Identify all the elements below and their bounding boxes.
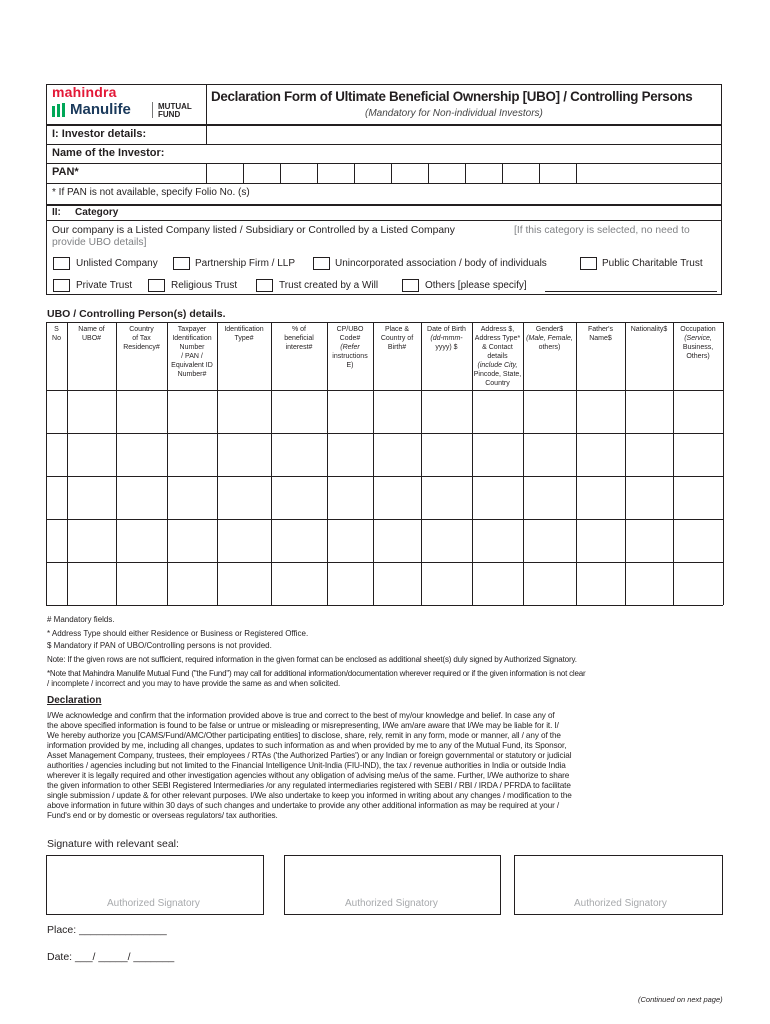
ubo-column-header-line: Number# (177, 371, 207, 378)
ubo-column-header-line: (Male, Female, (526, 335, 573, 342)
ubo-table-cell[interactable] (577, 520, 625, 562)
ubo-table-cell[interactable] (524, 434, 576, 476)
ubo-column-header-line: Address Type* (474, 335, 521, 342)
investor-name-field[interactable] (175, 145, 721, 163)
logo-mutual: MUTUAL (158, 102, 192, 111)
signature-box-2-label: Authorized Signatory (345, 898, 438, 909)
ubo-table-cell[interactable] (47, 434, 67, 476)
ubo-column-header-line: instructions E) (332, 353, 368, 369)
ubo-column-header (422, 325, 471, 352)
folio-field[interactable] (285, 184, 721, 204)
table-row-divider (46, 605, 723, 606)
ubo-column-header-line: (Service, (684, 335, 712, 342)
ubo-column-header-line: Gender$ (535, 326, 564, 333)
ubo-column-header-line: % of (291, 326, 306, 333)
row-divider (46, 220, 722, 221)
date-field[interactable]: Date: ___/ _____/ _______ (47, 951, 175, 963)
declaration-line: wherever it is legally required and other investigation agencies without any obligation of advising me/us of the same. Further, I/We authorize to share (47, 771, 570, 780)
logo-brand: mahindra (52, 84, 117, 100)
place-field[interactable]: Place: _______________ (47, 924, 167, 936)
ubo-column-header-line: Number (179, 344, 205, 351)
declaration-body (47, 711, 723, 821)
ubo-table-cell[interactable] (674, 391, 723, 433)
ubo-column-header-line: details (487, 353, 508, 360)
note-mandatory: # Mandatory fields. (47, 615, 115, 624)
manulife-logo-icon (52, 103, 68, 117)
ubo-column-header (68, 325, 115, 343)
ubo-table-cell[interactable] (47, 563, 67, 605)
ubo-table-cell[interactable] (524, 520, 576, 562)
ubo-table-title: UBO / Controlling Person(s) details. (47, 308, 226, 320)
declaration-line: We hereby authorize you [CAMS/Fund/AMC/Other participating entities] to disclose, share, rely, remit in any form, mode or manner, all / any of the (47, 731, 561, 740)
ubo-table-cell[interactable] (626, 520, 673, 562)
ubo-column-header-line: S (54, 326, 59, 333)
pan-box-divider (576, 163, 577, 183)
ubo-table-cell[interactable] (626, 391, 673, 433)
ubo-table-cell[interactable] (328, 563, 373, 605)
ubo-column-header-line: Country (485, 380, 510, 387)
ubo-column-header-line: Identification (224, 326, 264, 333)
ubo-table-cell[interactable] (168, 434, 217, 476)
ubo-column-header-line: Address $, (480, 326, 515, 333)
ubo-column-header-line: Place & (384, 326, 410, 333)
unlisted-company-checkbox[interactable] (53, 257, 70, 270)
ubo-table-cell[interactable] (374, 477, 421, 519)
ubo-table-cell[interactable] (524, 477, 576, 519)
ubo-column-header (328, 325, 372, 370)
ubo-table-cell[interactable] (272, 391, 327, 433)
listed-company-desc: Our company is a Listed Company listed / Subsidiary or Controlled by a Listed Company (52, 225, 455, 236)
ubo-column-header (674, 325, 722, 361)
ubo-column-header (524, 325, 575, 352)
signature-label: Signature with relevant seal: (47, 838, 179, 850)
ubo-column-header-line: No (52, 335, 61, 342)
others-checkbox[interactable] (402, 279, 419, 292)
ubo-table-cell[interactable] (168, 563, 217, 605)
ubo-column-header (218, 325, 270, 343)
ubo-column-header-line: Name$ (589, 335, 612, 342)
declaration-line: information provided by me, including all changes, updates to such information as and when provided by me to any of the Mutual Fund, its Sponsor, (47, 741, 567, 750)
note-additional-sheets: Note: If the given rows are not sufficient, required information in the given format can be enclosed as additional sheet(s) duly signed by Authorized Signatory. (47, 655, 577, 664)
declaration-line: Fund's end or by domestic or overseas regulators/ tax authorities. (47, 811, 278, 820)
listed-company-note-cont: provide UBO details] (52, 237, 147, 248)
unincorporated-association-checkbox[interactable] (313, 257, 330, 270)
partnership-firm-checkbox[interactable] (173, 257, 190, 270)
ubo-column-header-line: Birth# (387, 344, 407, 351)
pan-label: PAN* (52, 166, 79, 178)
ubo-table-cell[interactable] (218, 434, 271, 476)
declaration-line: single submission / update & for other relevant purposes. I/We also undertake to keep you informed in writing about any changes / modification to the (47, 791, 572, 800)
ubo-table-cell[interactable] (47, 477, 67, 519)
note-address-type: * Address Type should either Residence or Business or Registered Office. (47, 629, 309, 638)
ubo-table-cell[interactable] (473, 477, 523, 519)
investor-details-field[interactable] (207, 126, 721, 144)
signature-box-1-label: Authorized Signatory (107, 898, 200, 909)
ubo-table-cell[interactable] (524, 563, 576, 605)
ubo-table-cell[interactable] (47, 391, 67, 433)
ubo-column-header (117, 325, 166, 352)
ubo-table-cell[interactable] (422, 477, 472, 519)
ubo-column-header-line: Residency# (123, 344, 160, 351)
ubo-table-cell[interactable] (68, 434, 116, 476)
form-title: Declaration Form of Ultimate Beneficial Ownership [UBO] / Controlling Persons (211, 89, 693, 104)
declaration-line: above information in future within 30 days of such changes and undertake to provide any other additional information as may be required at your / (47, 801, 560, 810)
declaration-heading: Declaration (47, 695, 102, 706)
ubo-table-cell[interactable] (272, 477, 327, 519)
ubo-table-cell[interactable] (422, 520, 472, 562)
logo-separator (152, 102, 153, 118)
ubo-column-header-line: Country of (380, 335, 414, 342)
ubo-column-header-line: Equivalent ID (171, 362, 213, 369)
ubo-table-cell[interactable] (218, 563, 271, 605)
investor-details-label: I: Investor details: (52, 128, 147, 140)
ubo-table-cell[interactable] (117, 520, 167, 562)
ubo-table-cell[interactable] (422, 563, 472, 605)
ubo-column-header-line: Others) (686, 353, 710, 360)
ubo-table-cell[interactable] (272, 563, 327, 605)
ubo-column-header-line: Type# (234, 335, 254, 342)
ubo-column-header-line: (include City, (477, 362, 518, 369)
logo-manulife: Manulife (70, 101, 131, 118)
ubo-table-cell[interactable] (422, 434, 472, 476)
trust-by-will-label: Trust created by a Will (279, 280, 379, 291)
ubo-table-cell[interactable] (68, 477, 116, 519)
ubo-table-cell[interactable] (117, 391, 167, 433)
declaration-line: the above specified information is found to be false or untrue or misleading or misrepresenting, I/We am/are aware that I/We may be liable for it. I/ (47, 721, 559, 730)
ubo-table-cell[interactable] (68, 520, 116, 562)
ubo-table-cell[interactable] (272, 434, 327, 476)
ubo-table-cell[interactable] (68, 391, 116, 433)
ubo-table-cell[interactable] (68, 563, 116, 605)
ubo-table-cell[interactable] (374, 563, 421, 605)
ubo-column-header-line: & Contact (482, 344, 513, 351)
ubo-table-cell[interactable] (218, 391, 271, 433)
ubo-column-header-line: others) (538, 344, 561, 351)
ubo-column-header-line: (dd-mmm- (430, 335, 463, 342)
form-subtitle: (Mandatory for Non-individual Investors) (365, 108, 543, 119)
ubo-table-cell[interactable] (577, 477, 625, 519)
ubo-table-cell[interactable] (47, 520, 67, 562)
ubo-table-cell[interactable] (328, 391, 373, 433)
ubo-table-cell[interactable] (117, 563, 167, 605)
ubo-column-header (47, 325, 66, 343)
ubo-column-header (168, 325, 216, 379)
header-divider (206, 84, 207, 125)
ubo-column-header (626, 325, 672, 334)
category-label: Category (75, 207, 119, 218)
ubo-table-cell[interactable] (674, 477, 723, 519)
ubo-column-header-line: Occupation (680, 326, 716, 333)
private-trust-label: Private Trust (76, 280, 133, 291)
ubo-table-cell[interactable] (374, 434, 421, 476)
ubo-column-header (374, 325, 420, 352)
table-border-top (46, 322, 723, 323)
pan-input[interactable] (207, 164, 576, 183)
ubo-table-cell[interactable] (422, 391, 472, 433)
table-column-divider (723, 322, 724, 605)
ubo-table-cell[interactable] (117, 434, 167, 476)
ubo-table-cell[interactable] (473, 520, 523, 562)
ubo-column-header-line: Date of Birth (427, 326, 466, 333)
public-charitable-trust-checkbox[interactable] (580, 257, 597, 270)
investor-name-label: Name of the Investor: (52, 147, 165, 159)
ubo-table-cell[interactable] (473, 391, 523, 433)
public-charitable-trust-label: Public Charitable Trust (602, 258, 703, 269)
ubo-table-cell[interactable] (272, 520, 327, 562)
ubo-table-cell[interactable] (168, 477, 217, 519)
continued-note: (Continued on next page) (638, 995, 723, 1004)
listed-company-note: [If this category is selected, no need to (514, 225, 690, 236)
ubo-column-header-line: Business, (682, 344, 714, 351)
others-label: Others [please specify] (425, 280, 527, 291)
note-pan: $ Mandatory if PAN of UBO/Controlling persons is not provided. (47, 641, 272, 650)
declaration-line: the given information to other SEBI Registered Intermediaries /or any regulated intermediaries registered with SEBI / RBI / IRDA / PFRDA to facilitate (47, 781, 571, 790)
declaration-line: Asset Management Company, trustees, their employees / RTAs ('the Authorized Parties') or any Indian or foreign governmental or statutory or judicial (47, 751, 572, 760)
ubo-table-cell[interactable] (674, 563, 723, 605)
ubo-column-header-line: of Tax (132, 335, 151, 342)
ubo-table-cell[interactable] (626, 563, 673, 605)
ubo-table-cell[interactable] (328, 434, 373, 476)
note-fund-info: *Note that Mahindra Manulife Mutual Fund ("the Fund") may call for additional information/documentation wherever required or if the given information is not clear (47, 669, 586, 678)
trust-by-will-checkbox[interactable] (256, 279, 273, 292)
ubo-column-header (473, 325, 522, 388)
ubo-column-header-line: interest# (285, 344, 313, 351)
ubo-column-header-line: Taxpayer (177, 326, 207, 333)
ubo-column-header-line: Identification (172, 335, 212, 342)
ubo-column-header-line: (Refer (340, 344, 360, 351)
partnership-firm-label: Partnership Firm / LLP (195, 258, 296, 269)
ubo-table-cell[interactable] (524, 391, 576, 433)
ubo-table-cell[interactable] (117, 477, 167, 519)
ubo-table-cell[interactable] (168, 391, 217, 433)
signature-box-3-label: Authorized Signatory (574, 898, 667, 909)
ubo-table-cell[interactable] (577, 434, 625, 476)
private-trust-checkbox[interactable] (53, 279, 70, 292)
ubo-column-header-line: Country (129, 326, 154, 333)
ubo-column-header-line: beneficial (284, 335, 314, 342)
ubo-table-cell[interactable] (218, 477, 271, 519)
ubo-table-cell[interactable] (218, 520, 271, 562)
religious-trust-checkbox[interactable] (148, 279, 165, 292)
folio-note: * If PAN is not available, specify Folio No. (s) (52, 187, 250, 198)
note-fund-info-cont: / incomplete / incorrect and you may to have provide the same as and when solicited. (47, 679, 341, 688)
ubo-table-cell[interactable] (674, 434, 723, 476)
ubo-column-header-line: Nationality$ (630, 326, 668, 333)
logo-fund: FUND (158, 110, 181, 119)
category-number: II: (52, 207, 61, 218)
ubo-table-cell[interactable] (168, 520, 217, 562)
ubo-table-cell[interactable] (473, 434, 523, 476)
ubo-column-header-line: CP/UBO (336, 326, 364, 333)
ubo-table-cell[interactable] (328, 520, 373, 562)
unincorporated-association-label: Unincorporated association / body of individuals (335, 258, 547, 269)
ubo-table-cell[interactable] (374, 391, 421, 433)
ubo-column-header-line: Name of (78, 326, 105, 333)
ubo-table-cell[interactable] (374, 520, 421, 562)
ubo-column-header (272, 325, 326, 352)
ubo-table-cell[interactable] (626, 477, 673, 519)
ubo-column-header-line: Code# (339, 335, 361, 342)
ubo-table-cell[interactable] (674, 520, 723, 562)
ubo-table-cell[interactable] (473, 563, 523, 605)
declaration-line: authorities / agencies including but not limited to the Financial Intelligence Unit-India (FIU-IND), the tax / revenue authorities in India or outside India (47, 761, 566, 770)
ubo-table-cell[interactable] (626, 434, 673, 476)
unlisted-company-label: Unlisted Company (76, 258, 158, 269)
ubo-column-header-line: Father's (587, 326, 614, 333)
ubo-table-cell[interactable] (577, 391, 625, 433)
declaration-line: I/We acknowledge and confirm that the information provided above is true and correct to the best of my/our knowledge and belief. In case any of (47, 711, 555, 720)
others-specify-line[interactable] (545, 291, 717, 292)
ubo-column-header-line: UBO# (81, 335, 102, 342)
ubo-column-header-line: yyyy) $ (435, 344, 458, 351)
ubo-table-cell[interactable] (577, 563, 625, 605)
ubo-column-header (577, 325, 624, 343)
ubo-column-header-line: / PAN / (181, 353, 203, 360)
ubo-table (46, 322, 723, 607)
religious-trust-label: Religious Trust (171, 280, 238, 291)
ubo-table-cell[interactable] (328, 477, 373, 519)
ubo-column-header-line: Pincode, State, (473, 371, 522, 378)
